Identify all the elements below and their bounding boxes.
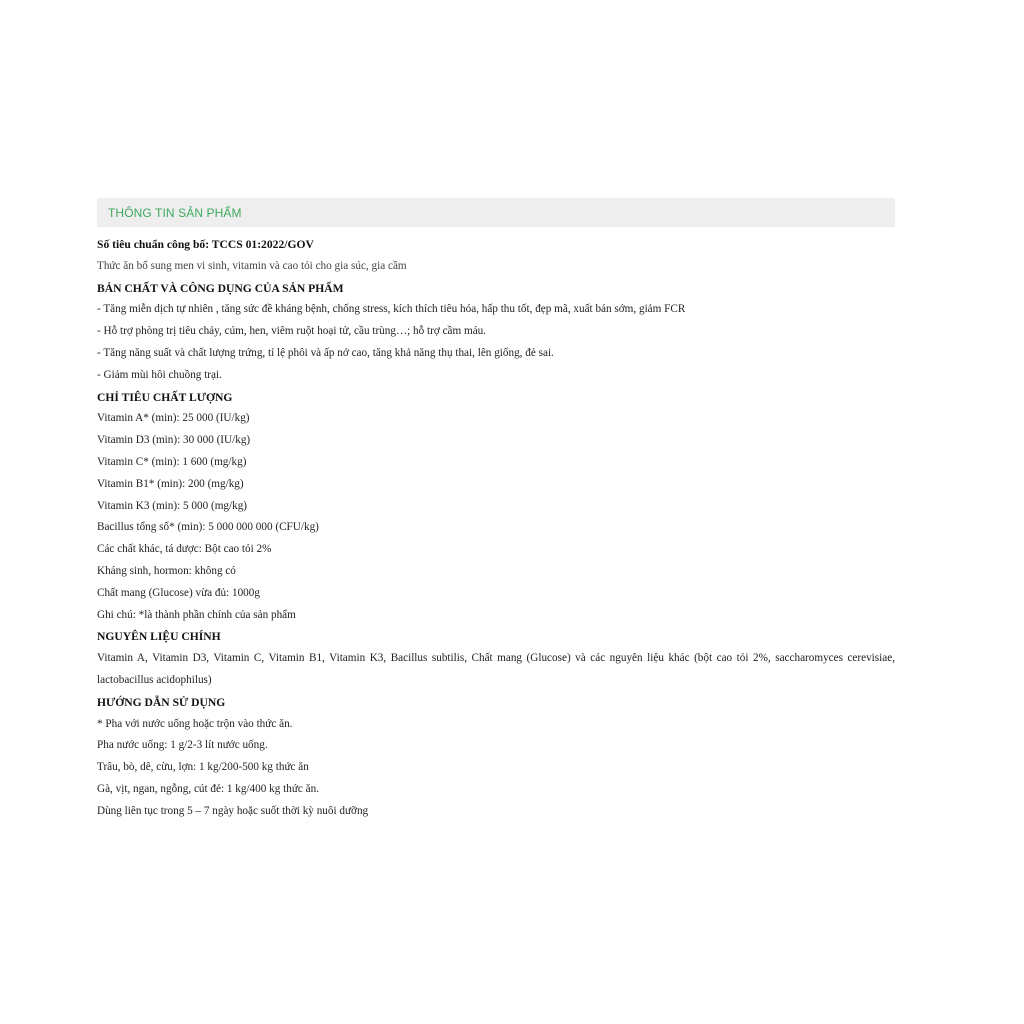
- usage-item: Gà, vịt, ngan, ngỗng, cút đẻ: 1 kg/400 kg thức ăn.: [97, 782, 320, 795]
- nature-item: - Tăng năng suất và chất lượng trứng, tỉ lệ phôi và ấp nở cao, tăng khả năng thụ thai, lên giống, đẻ sai.: [97, 346, 554, 359]
- quality-item: Ghi chú: *là thành phần chính của sản phẩm: [97, 608, 296, 621]
- product-subtitle: Thức ăn bổ sung men vi sinh, vitamin và cao tỏi cho gia súc, gia cầm: [97, 259, 407, 272]
- usage-item: Trâu, bò, dê, cừu, lợn: 1 kg/200-500 kg thức ăn: [97, 761, 309, 774]
- nature-item: - Tăng miễn dịch tự nhiên , tăng sức đề kháng bệnh, chống stress, kích thích tiêu hóa, hấp thu tốt, đẹp mã, xuất bán sớm, giảm FCR: [97, 303, 686, 316]
- nature-item: - Giảm mùi hôi chuồng trại.: [97, 368, 222, 381]
- quality-item: Vitamin B1* (min): 200 (mg/kg): [97, 477, 244, 490]
- quality-item: Các chất khác, tá dược: Bột cao tỏi 2%: [97, 543, 272, 556]
- standard-number: Số tiêu chuẩn công bố: TCCS 01:2022/GOV: [97, 238, 314, 251]
- quality-item: Vitamin K3 (min): 5 000 (mg/kg): [97, 499, 248, 512]
- usage-item: * Pha với nước uống hoặc trộn vào thức ăn.: [97, 717, 293, 730]
- quality-heading: CHỈ TIÊU CHẤT LƯỢNG: [97, 390, 233, 404]
- usage-heading: HƯỚNG DẪN SỬ DỤNG: [97, 695, 226, 709]
- nature-item: - Hỗ trợ phòng trị tiêu chảy, cúm, hen, viêm ruột hoại tử, cầu trùng…; hỗ trợ cầm máu.: [97, 325, 487, 338]
- product-info-tab[interactable]: [97, 198, 895, 227]
- product-description: [97, 234, 895, 823]
- ingredients-text: Vitamin A, Vitamin D3, Vitamin C, Vitamin B1, Vitamin K3, Bacillus subtilis, Chất mang (Glucose) và các nguyên liệu khác (bột cao tỏi 2%, saccharomyces cerevisiae, lactobacillus acidophilus): [97, 652, 895, 686]
- tab-title: THÔNG TIN SẢN PHẨM: [108, 206, 242, 220]
- usage-item: Dùng liên tục trong 5 – 7 ngày hoặc suốt thời kỳ nuôi dưỡng: [97, 804, 369, 817]
- ingredients-heading: NGUYÊN LIỆU CHÍNH: [97, 630, 221, 644]
- quality-item: Chất mang (Glucose) vừa đủ: 1000g: [97, 586, 260, 599]
- quality-item: Vitamin A* (min): 25 000 (IU/kg): [97, 412, 250, 425]
- usage-item: Pha nước uống: 1 g/2-3 lít nước uống.: [97, 739, 268, 752]
- nature-heading: BẢN CHẤT VÀ CÔNG DỤNG CỦA SẢN PHẨM: [97, 281, 344, 295]
- quality-item: Bacillus tổng số* (min): 5 000 000 000 (CFU/kg): [97, 521, 319, 534]
- quality-item: Vitamin C* (min): 1 600 (mg/kg): [97, 455, 247, 468]
- quality-item: Kháng sinh, hormon: không có: [97, 564, 236, 577]
- quality-item: Vitamin D3 (min): 30 000 (IU/kg): [97, 434, 251, 447]
